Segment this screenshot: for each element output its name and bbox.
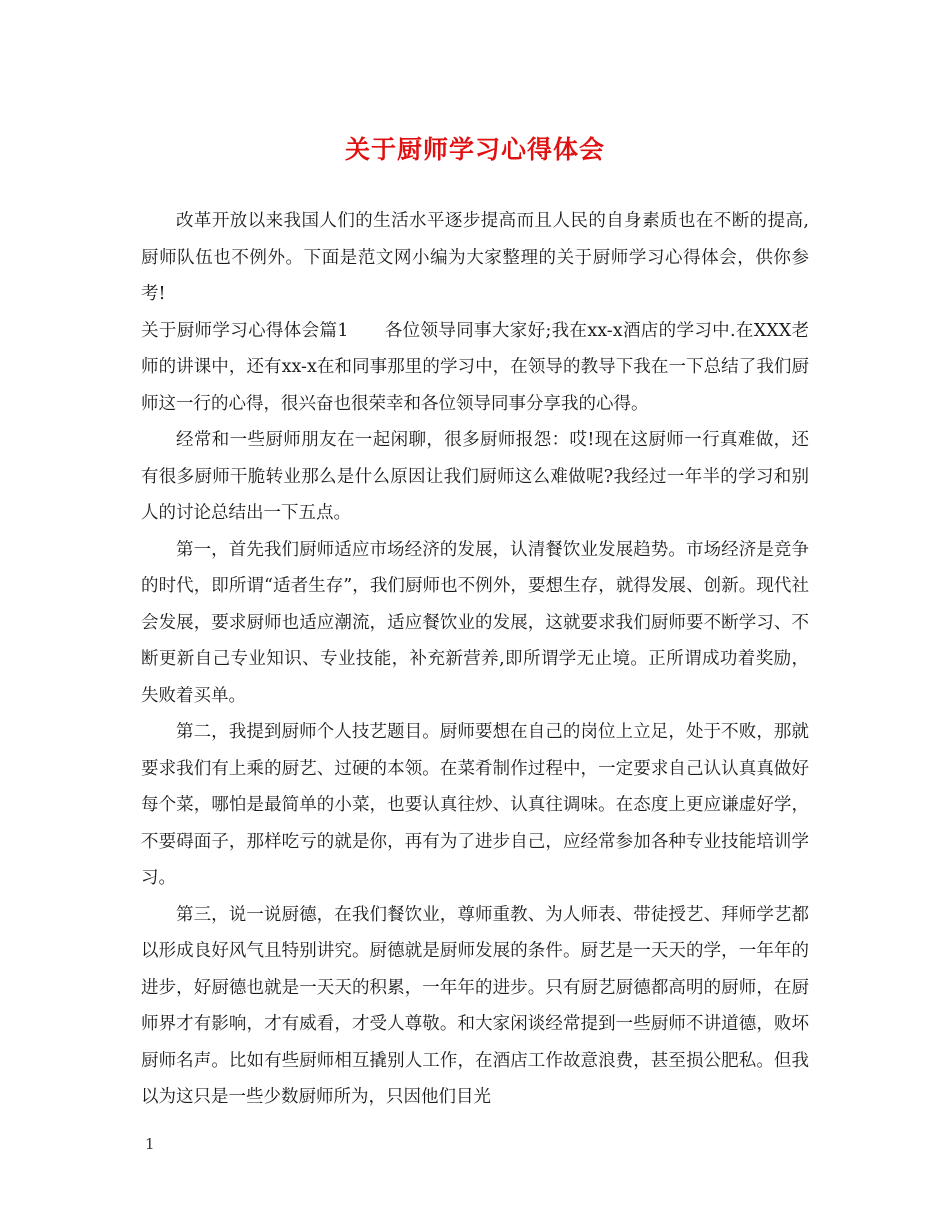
intro-paragraph: 改革开放以来我国人们的生活水平逐步提高而且人民的自身素质也在不断的提高,厨师队伍也不例外。下面是范文网小编为大家整理的关于厨师学习心得体会，供你参考! <box>141 211 809 304</box>
section-heading: 关于厨师学习心得体会篇1 <box>141 320 349 341</box>
document-title: 关于厨师学习心得体会 <box>344 135 605 164</box>
document-body <box>141 203 809 1116</box>
body-paragraph-4: 第三，说一说厨德，在我们餐饮业，尊师重教、为人师表、带徒授艺、拜师学艺都以形成良好风气且特别讲究。厨德就是厨师发展的条件。厨艺是一天天的学，一年年的进步，好厨德也就是一天天的积累，一年年的进步。只有厨艺厨德都高明的厨师，在厨师界才有影响，才有威看，才受人尊敬。和大家闲谈经常提到一些厨师不讲道德，败坏厨师名声。比如有些厨师相互撬别人工作，在酒店工作故意浪费，甚至损公肥私。但我以为这只是一些少数厨师所为，只因他们目光 <box>141 904 809 1107</box>
body-paragraph-3: 第二，我提到厨师个人技艺题目。厨师要想在自己的岗位上立足，处于不败，那就要求我们有上乘的厨艺、过硬的本领。在菜肴制作过程中，一定要求自己认认真真做好每个菜，哪怕是最简单的小菜，也要认真往炒、认真往调味。在态度上更应谦虚好学，不要碍面子，那样吃亏的就是你，再有为了进步自己，应经常参加各种专业技能培训学习。 <box>141 722 809 888</box>
section-paragraph <box>141 313 809 423</box>
section-lead: 各位领导同事大家好;我在xx-x酒店的学习中.在XXX老师的讲课中，还有xx-x在和同事那里的学习中，在领导的教导下我在一下总结了我们厨师这一行的心得，很兴奋也很荣幸和各位领导同事分享我的心得。 <box>141 320 810 414</box>
page-number: 1 <box>145 1135 155 1153</box>
body-paragraph-2: 第一，首先我们厨师适应市场经济的发展，认清餐饮业发展趋势。市场经济是竞争的时代，即所谓“适者生存”，我们厨师也不例外，要想生存，就得发展、创新。现代社会发展，要求厨师也适应潮流，适应餐饮业的发展，这就要求我们厨师要不断学习、不断更新自己专业知识、专业技能，补充新营养,即所谓学无止境。正所谓成功着奖励，失败着买单。 <box>141 539 809 706</box>
body-paragraph-1: 经常和一些厨师朋友在一起闲聊，很多厨师报怨：哎!现在这厨师一行真难做，还有很多厨师干脆转业那么是什么原因让我们厨师这么难做呢?我经过一年半的学习和别人的讨论总结出一下五点。 <box>141 430 809 523</box>
